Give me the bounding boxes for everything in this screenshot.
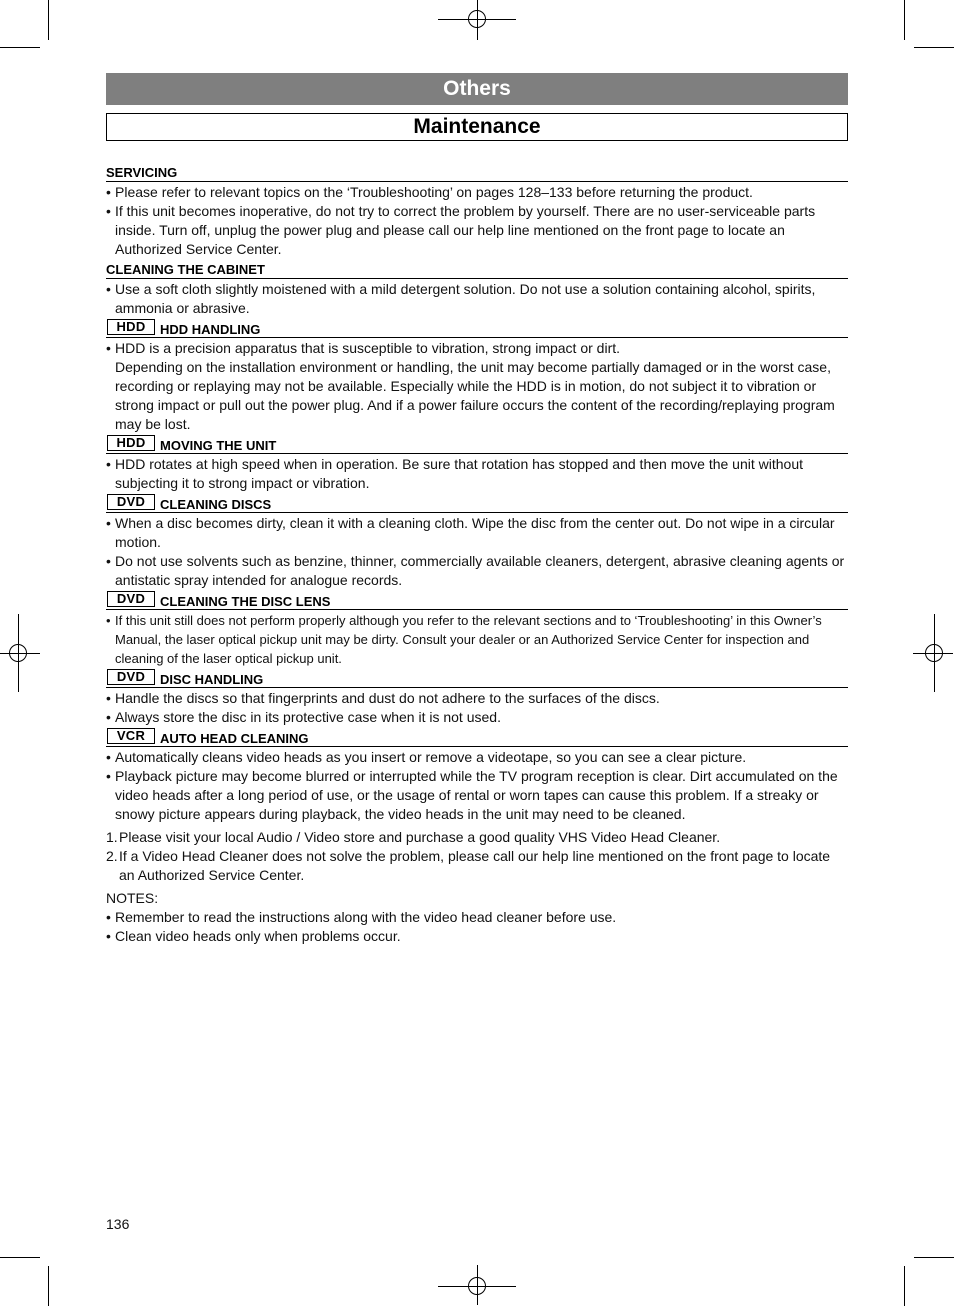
bullet-glyph: • <box>106 553 111 569</box>
bullet-text: HDD is a precision apparatus that is susceptible to vibration, strong impact or dirt. <box>115 340 621 356</box>
bullet-text: Please refer to relevant topics on the ‘Troubleshooting’ on pages 128–133 before returning the product. <box>115 184 753 200</box>
format-badge: DVD <box>107 494 155 510</box>
crop-mark <box>48 1266 49 1306</box>
section-title: CLEANING THE CABINET <box>106 262 265 277</box>
registration-mark-bottom <box>468 1277 486 1295</box>
format-badge: DVD <box>107 669 155 685</box>
crop-mark <box>904 0 905 40</box>
bullet-text: Automatically cleans video heads as you insert or remove a videotape, so you can see a clear picture. <box>115 749 747 765</box>
section-heading <box>106 495 848 513</box>
section-banner: Others <box>106 73 848 105</box>
section-body <box>106 279 848 318</box>
format-badge: HDD <box>107 319 155 335</box>
registration-mark-left <box>9 644 27 662</box>
bullet-glyph: • <box>106 281 111 297</box>
bullet-glyph: • <box>106 709 111 725</box>
section-heading <box>106 436 848 454</box>
section-heading <box>106 261 848 279</box>
bullet-item <box>106 552 848 590</box>
section-servicing <box>106 164 848 259</box>
step-number: 2. <box>106 848 118 864</box>
section-cleaning-the-disc-lens <box>106 592 848 668</box>
numbered-step <box>106 847 848 885</box>
format-badge: HDD <box>107 435 155 451</box>
bullet-glyph: • <box>106 928 111 944</box>
section-title: CLEANING DISCS <box>160 497 272 512</box>
section-auto-head-cleaning <box>106 729 848 946</box>
section-heading <box>106 320 848 338</box>
bullet-glyph: • <box>106 515 111 531</box>
bullet-item <box>106 202 848 259</box>
maintenance-content <box>106 164 848 948</box>
section-paragraph: Depending on the installation environment or handling, the unit may become partially damaged or in the worst case, recording or replaying may not be available. Especially while the HDD is in motion, do not subject it to vibration or strong impact or pull out the power plug. And if a power failure occurs the content of the recording/replaying program may be lost. <box>115 359 835 432</box>
bullet-text: Always store the disc in its protective case when it is not used. <box>115 709 501 725</box>
section-title: MOVING THE UNIT <box>160 438 277 453</box>
crop-mark <box>914 47 954 48</box>
bullet-item <box>106 927 848 946</box>
bullet-text: HDD rotates at high speed when in operation. Be sure that rotation has stopped and then move the unit without subjecting it to strong impact or vibration. <box>115 456 803 491</box>
bullet-glyph: • <box>106 613 111 628</box>
bullet-glyph: • <box>106 768 111 784</box>
bullet-item <box>106 708 848 727</box>
bullet-item <box>106 183 848 202</box>
bullet-text: Do not use solvents such as benzine, thinner, commercially available cleaners, detergent, abrasive cleaning agents or antistatic spray intended for analogue records. <box>115 553 845 588</box>
format-badge: DVD <box>107 591 155 607</box>
bullet-item <box>106 339 848 358</box>
notes-heading: NOTES: <box>106 890 159 906</box>
bullet-glyph: • <box>106 203 111 219</box>
section-body <box>106 338 848 434</box>
bullet-text: When a disc becomes dirty, clean it with a cleaning cloth. Wipe the disc from the center out. Do not wipe in a circular motion. <box>115 515 835 550</box>
section-title: AUTO HEAD CLEANING <box>160 731 309 746</box>
bullet-glyph: • <box>106 456 111 472</box>
registration-mark-top <box>468 10 486 28</box>
section-title: DISC HANDLING <box>160 672 264 687</box>
section-body <box>106 454 848 493</box>
section-cleaning-discs <box>106 495 848 590</box>
section-title: HDD HANDLING <box>160 322 261 337</box>
section-body <box>106 747 848 946</box>
bullet-text: Playback picture may become blurred or interrupted while the TV program reception is clear. Dirt accumulated on the video heads after a long period of use, or the usage of rental or worn tapes can cause this problem. If a streaky or snowy picture appears during playback, the video heads in the unit may need to be cleaned. <box>115 768 838 822</box>
bullet-glyph: • <box>106 909 111 925</box>
section-disc-handling <box>106 670 848 727</box>
section-body <box>106 610 848 668</box>
crop-mark <box>914 1257 954 1258</box>
page-number: 136 <box>106 1216 130 1232</box>
bullet-item <box>106 748 848 767</box>
bullet-glyph: • <box>106 690 111 706</box>
bullet-text: Handle the discs so that fingerprints and dust do not adhere to the surfaces of the discs. <box>115 690 660 706</box>
bullet-text: Clean video heads only when problems occur. <box>115 928 401 944</box>
section-body <box>106 688 848 727</box>
numbered-step <box>106 828 848 847</box>
section-title: CLEANING THE DISC LENS <box>160 594 331 609</box>
bullet-text: If this unit becomes inoperative, do not try to correct the problem by yourself. There are no user-serviceable parts inside. Turn off, unplug the power plug and please call our help line mentioned on the front page to locate an Authorized Service Center. <box>115 203 816 257</box>
section-cleaning-the-cabinet <box>106 261 848 318</box>
crop-mark <box>904 1266 905 1306</box>
crop-mark <box>0 47 40 48</box>
bullet-item <box>106 280 848 318</box>
bullet-text: Remember to read the instructions along with the video head cleaner before use. <box>115 909 617 925</box>
bullet-glyph: • <box>106 749 111 765</box>
bullet-item <box>106 455 848 493</box>
section-hdd-handling <box>106 320 848 434</box>
bullet-glyph: • <box>106 340 111 356</box>
step-text: If a Video Head Cleaner does not solve the problem, please call our help line mentioned on the front page to locate an Authorized Service Center. <box>119 848 831 883</box>
section-title: SERVICING <box>106 165 178 180</box>
section-body <box>106 182 848 259</box>
bullet-item <box>106 908 848 927</box>
format-badge: VCR <box>107 728 155 744</box>
section-body <box>106 513 848 590</box>
section-heading <box>106 670 848 688</box>
section-heading <box>106 592 848 610</box>
section-heading <box>106 164 848 182</box>
registration-mark-right <box>925 644 943 662</box>
step-number: 1. <box>106 829 118 845</box>
page-title: Maintenance <box>106 113 848 141</box>
bullet-text: If this unit still does not perform properly although you refer to the relevant sections and to ‘Troubleshooting’ in this Owner’s Manual, the laser optical pickup unit may be dirty. Consult your dealer or an Authorized Service Center for inspection and cleaning of the laser optical pickup unit. <box>115 613 822 666</box>
bullet-item <box>106 611 848 668</box>
bullet-item <box>106 767 848 824</box>
bullet-item <box>106 689 848 708</box>
bullet-text: Use a soft cloth slightly moistened with a mild detergent solution. Do not use a solution containing alcohol, spirits, ammonia or abrasive. <box>115 281 816 316</box>
section-heading <box>106 729 848 747</box>
bullet-glyph: • <box>106 184 111 200</box>
bullet-item <box>106 514 848 552</box>
step-text: Please visit your local Audio / Video store and purchase a good quality VHS Video Head Cleaner. <box>119 829 721 845</box>
section-moving-the-unit <box>106 436 848 493</box>
crop-mark <box>0 1257 40 1258</box>
crop-mark <box>48 0 49 40</box>
